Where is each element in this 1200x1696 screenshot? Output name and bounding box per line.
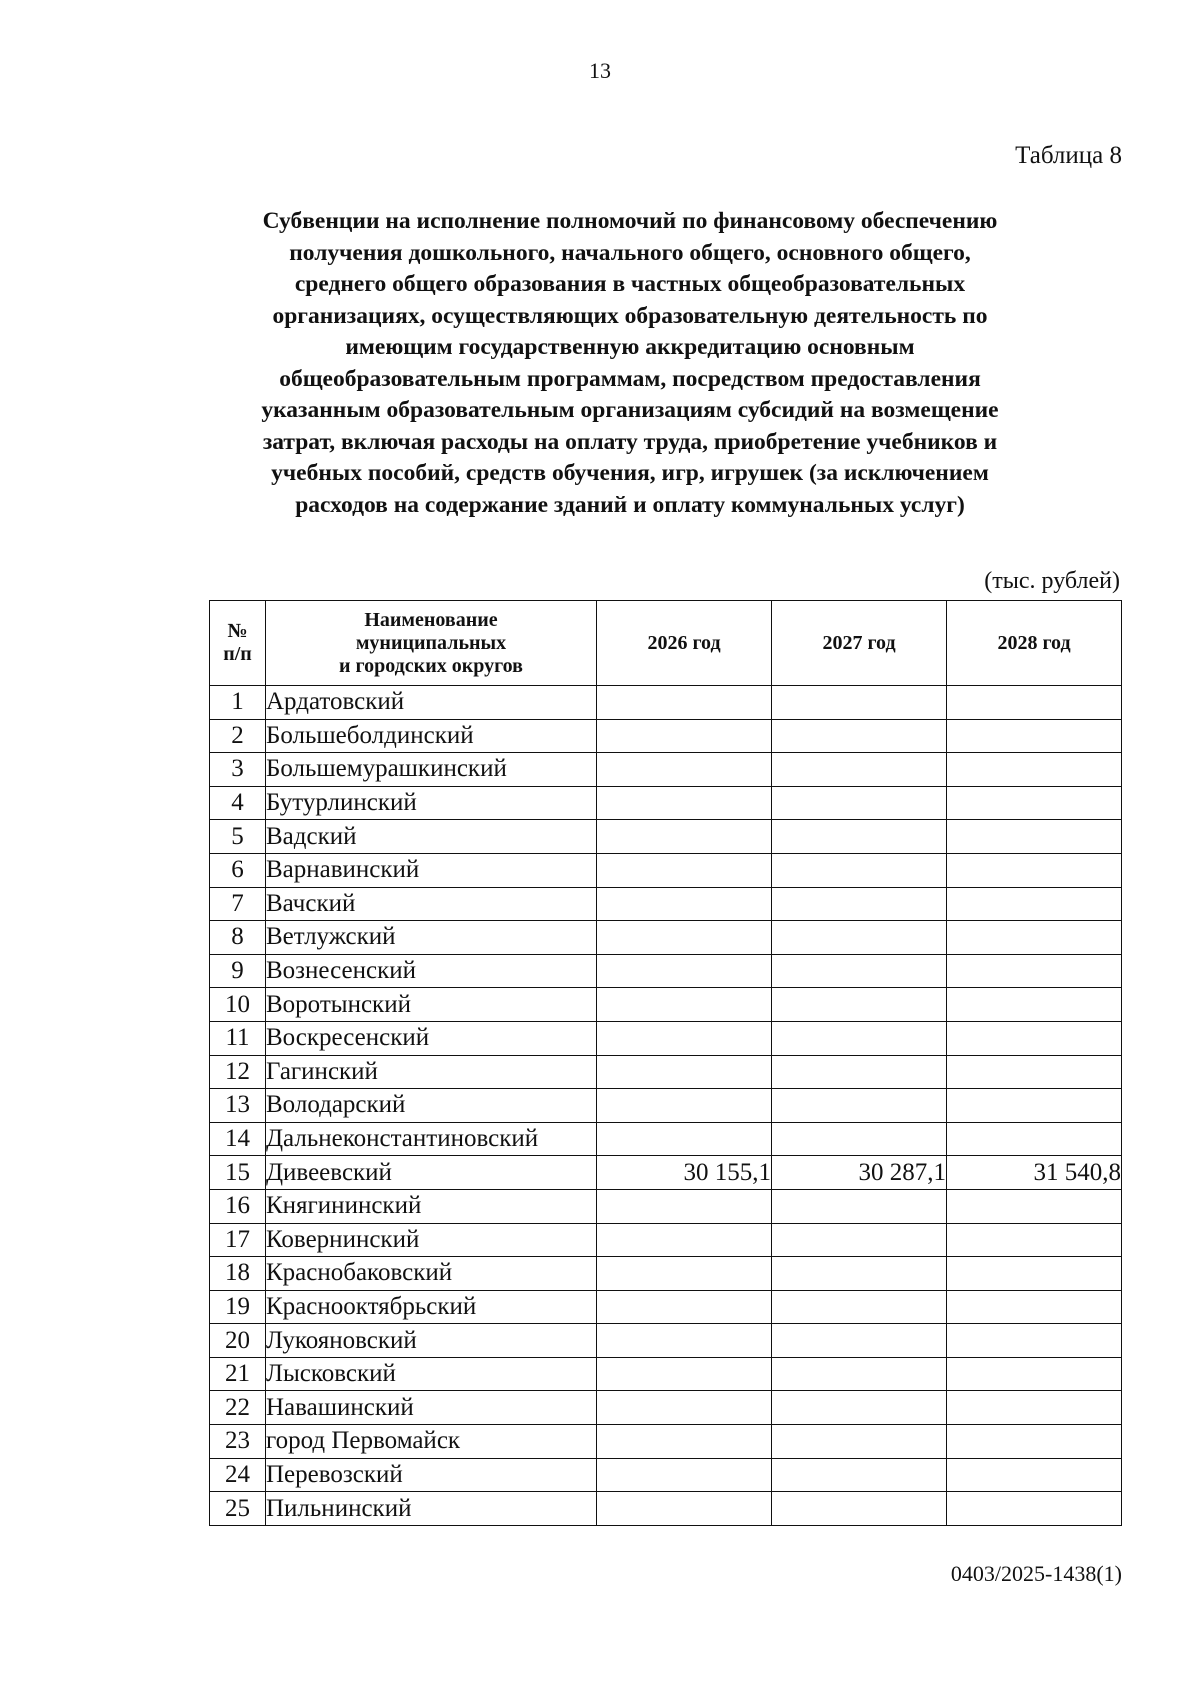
- district-name: Ковернинский: [266, 1223, 597, 1257]
- header-name-line: муниципальных: [355, 631, 507, 654]
- header-num-line: п/п: [223, 643, 252, 665]
- header-2026: 2026 год: [597, 601, 772, 686]
- title-line: затрат, включая расходы на оплату труда, приобретение учебников и: [262, 428, 998, 455]
- value-2028: [947, 988, 1122, 1022]
- district-name: Володарский: [266, 1089, 597, 1123]
- title-line: общеобразовательным программам, посредством предоставления: [279, 365, 981, 392]
- district-name: Княгининский: [266, 1189, 597, 1223]
- page-number: 13: [589, 58, 611, 83]
- value-2027: [772, 1122, 947, 1156]
- district-name: Лукояновский: [266, 1324, 597, 1358]
- district-name: Ветлужский: [266, 921, 597, 955]
- district-name: Бутурлинский: [266, 786, 597, 820]
- row-number: 5: [210, 820, 266, 854]
- value-2026: [597, 1223, 772, 1257]
- table-row: [210, 1458, 1122, 1492]
- row-number: 9: [210, 954, 266, 988]
- title-line: организациях, осуществляющих образовательную деятельность по: [272, 302, 988, 329]
- value-2026: [597, 820, 772, 854]
- value-2028: [947, 921, 1122, 955]
- table-row: [210, 1055, 1122, 1089]
- district-name: Навашинский: [266, 1391, 597, 1425]
- value-2027: [772, 1021, 947, 1055]
- table-row: [210, 1492, 1122, 1526]
- value-2028: [947, 1055, 1122, 1089]
- title-line: расходов на содержание зданий и оплату коммунальных услуг): [295, 491, 965, 518]
- table-row: [210, 1156, 1122, 1190]
- value-2028: [947, 686, 1122, 720]
- row-number: 7: [210, 887, 266, 921]
- row-number: 11: [210, 1021, 266, 1055]
- value-2027: [772, 719, 947, 753]
- value-2028: [947, 853, 1122, 887]
- table-header-row: [210, 601, 1122, 686]
- value-2026: [597, 1021, 772, 1055]
- value-2026: [597, 1425, 772, 1459]
- row-number: 10: [210, 988, 266, 1022]
- value-2026: [597, 1458, 772, 1492]
- row-number: 22: [210, 1391, 266, 1425]
- value-2028: [947, 719, 1122, 753]
- district-name: Варнавинский: [266, 853, 597, 887]
- units-label: (тыс. рублей): [984, 568, 1120, 594]
- row-number: 15: [210, 1156, 266, 1190]
- value-2027: [772, 1324, 947, 1358]
- table-row: [210, 1223, 1122, 1257]
- value-2026: [597, 921, 772, 955]
- header-num: [210, 601, 266, 686]
- value-2026: [597, 988, 772, 1022]
- district-name: Ардатовский: [266, 686, 597, 720]
- row-number: 4: [210, 786, 266, 820]
- row-number: 6: [210, 853, 266, 887]
- table-row: [210, 1122, 1122, 1156]
- subvention-table: [209, 600, 1122, 1526]
- value-2028: 31 540,8: [947, 1156, 1122, 1190]
- value-2026: [597, 1357, 772, 1391]
- table-row: [210, 1391, 1122, 1425]
- value-2028: [947, 1089, 1122, 1123]
- value-2026: [597, 1189, 772, 1223]
- value-2028: [947, 1425, 1122, 1459]
- header-name-line: Наименование: [364, 608, 498, 631]
- row-number: 17: [210, 1223, 266, 1257]
- row-number: 13: [210, 1089, 266, 1123]
- value-2028: [947, 1458, 1122, 1492]
- table-row: [210, 1357, 1122, 1391]
- value-2028: [947, 1223, 1122, 1257]
- value-2027: [772, 1357, 947, 1391]
- value-2026: 30 155,1: [597, 1156, 772, 1190]
- value-2027: [772, 1391, 947, 1425]
- table-row: [210, 1324, 1122, 1358]
- value-2027: [772, 887, 947, 921]
- value-2027: [772, 753, 947, 787]
- value-2028: [947, 820, 1122, 854]
- district-name: город Первомайск: [266, 1425, 597, 1459]
- district-name: Лысковский: [266, 1357, 597, 1391]
- value-2027: [772, 1089, 947, 1123]
- value-2026: [597, 719, 772, 753]
- row-number: 19: [210, 1290, 266, 1324]
- table-row: [210, 1257, 1122, 1291]
- value-2028: [947, 753, 1122, 787]
- value-2026: [597, 954, 772, 988]
- value-2028: [947, 1324, 1122, 1358]
- table-row: [210, 1089, 1122, 1123]
- value-2027: [772, 820, 947, 854]
- table-row: [210, 786, 1122, 820]
- value-2026: [597, 686, 772, 720]
- row-number: 8: [210, 921, 266, 955]
- table-row: [210, 686, 1122, 720]
- table-row: [210, 1425, 1122, 1459]
- value-2028: [947, 1257, 1122, 1291]
- value-2028: [947, 786, 1122, 820]
- value-2027: [772, 1055, 947, 1089]
- value-2026: [597, 1055, 772, 1089]
- table-row: [210, 753, 1122, 787]
- district-name: Гагинский: [266, 1055, 597, 1089]
- row-number: 1: [210, 686, 266, 720]
- value-2026: [597, 753, 772, 787]
- row-number: 16: [210, 1189, 266, 1223]
- table-row: [210, 1021, 1122, 1055]
- value-2026: [597, 1391, 772, 1425]
- value-2027: [772, 786, 947, 820]
- value-2027: [772, 686, 947, 720]
- value-2027: [772, 1425, 947, 1459]
- district-name: Воротынский: [266, 988, 597, 1022]
- value-2026: [597, 853, 772, 887]
- value-2028: [947, 954, 1122, 988]
- header-2028: 2028 год: [947, 601, 1122, 686]
- value-2026: [597, 1257, 772, 1291]
- value-2028: [947, 887, 1122, 921]
- value-2027: [772, 1290, 947, 1324]
- value-2027: [772, 1189, 947, 1223]
- row-number: 24: [210, 1458, 266, 1492]
- value-2028: [947, 1492, 1122, 1526]
- value-2028: [947, 1189, 1122, 1223]
- value-2027: [772, 988, 947, 1022]
- district-name: Дальнеконстантиновский: [266, 1122, 597, 1156]
- table-row: [210, 988, 1122, 1022]
- header-num-line: №: [227, 620, 248, 642]
- value-2027: [772, 1257, 947, 1291]
- table-row: [210, 887, 1122, 921]
- value-2026: [597, 1089, 772, 1123]
- title-line: имеющим государственную аккредитацию основным: [345, 334, 915, 360]
- document-id: 0403/2025-1438(1): [950, 1561, 1122, 1586]
- value-2028: [947, 1290, 1122, 1324]
- district-name: Большемурашкинский: [266, 753, 597, 787]
- value-2027: [772, 921, 947, 955]
- row-number: 21: [210, 1357, 266, 1391]
- row-number: 3: [210, 753, 266, 787]
- value-2026: [597, 1324, 772, 1358]
- table-row: [210, 1290, 1122, 1324]
- district-name: Пильнинский: [266, 1492, 597, 1526]
- row-number: 14: [210, 1122, 266, 1156]
- district-name: Краснобаковский: [266, 1257, 597, 1291]
- value-2027: [772, 1223, 947, 1257]
- table-row: [210, 954, 1122, 988]
- district-name: Вознесенский: [266, 954, 597, 988]
- district-name: Дивеевский: [266, 1156, 597, 1190]
- header-2027: 2027 год: [772, 601, 947, 686]
- district-name: Большеболдинский: [266, 719, 597, 753]
- table-row: [210, 820, 1122, 854]
- title-line: указанным образовательным организациям субсидий на возмещение: [261, 397, 999, 423]
- row-number: 2: [210, 719, 266, 753]
- title-line: среднего общего образования в частных общеобразовательных: [294, 271, 966, 297]
- value-2027: 30 287,1: [772, 1156, 947, 1190]
- value-2027: [772, 1492, 947, 1526]
- header-name-line: и городских округов: [339, 654, 523, 677]
- value-2027: [772, 1458, 947, 1492]
- value-2026: [597, 1122, 772, 1156]
- value-2027: [772, 853, 947, 887]
- row-number: 23: [210, 1425, 266, 1459]
- value-2028: [947, 1391, 1122, 1425]
- district-name: Краснооктябрьский: [266, 1290, 597, 1324]
- value-2026: [597, 1492, 772, 1526]
- value-2027: [772, 954, 947, 988]
- row-number: 25: [210, 1492, 266, 1526]
- row-number: 12: [210, 1055, 266, 1089]
- value-2028: [947, 1122, 1122, 1156]
- table-label: Таблица 8: [1015, 142, 1122, 169]
- table-row: [210, 853, 1122, 887]
- district-name: Вачский: [266, 887, 597, 921]
- title-line: Субвенции на исполнение полномочий по финансовому обеспечению: [262, 208, 998, 234]
- title-line: учебных пособий, средств обучения, игр, игрушек (за исключением: [271, 460, 989, 486]
- value-2028: [947, 1021, 1122, 1055]
- value-2028: [947, 1357, 1122, 1391]
- document-title: [190, 206, 1070, 521]
- value-2026: [597, 1290, 772, 1324]
- row-number: 18: [210, 1257, 266, 1291]
- district-name: Перевозский: [266, 1458, 597, 1492]
- row-number: 20: [210, 1324, 266, 1358]
- title-line: получения дошкольного, начального общего, основного общего,: [289, 239, 971, 266]
- value-2026: [597, 887, 772, 921]
- table-row: [210, 921, 1122, 955]
- value-2026: [597, 786, 772, 820]
- district-name: Воскресенский: [266, 1021, 597, 1055]
- table-row: [210, 1189, 1122, 1223]
- district-name: Вадский: [266, 820, 597, 854]
- header-name: [266, 601, 597, 686]
- table-row: [210, 719, 1122, 753]
